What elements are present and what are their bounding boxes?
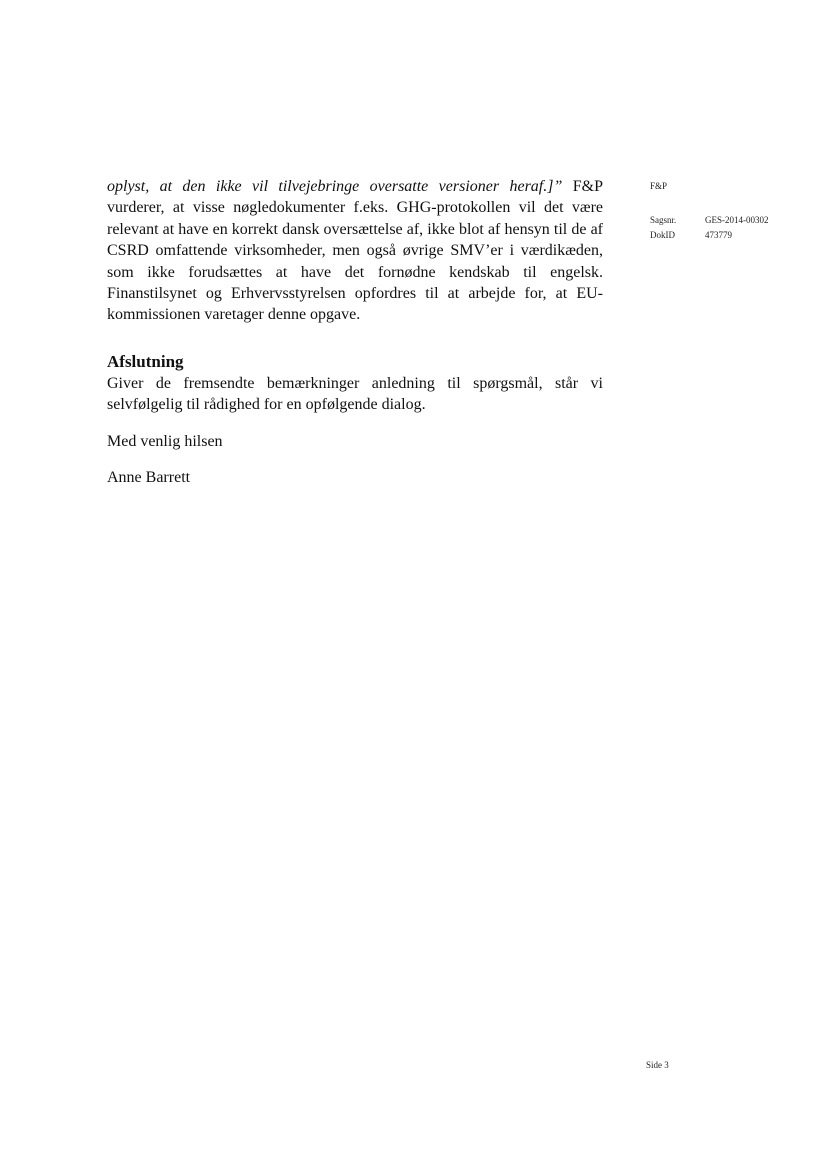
doc-id-label: DokID xyxy=(650,230,675,240)
signature: Anne Barrett xyxy=(107,469,191,487)
italic-quote: oplyst, at den ikke vil tilvejebringe oversatte versioner heraf.]” xyxy=(107,178,563,195)
closing-paragraph: Giver de fremsendte bemærkninger anledning til spørgsmål, står vi selvfølgelig til rådighed for en opfølgende dialog. xyxy=(107,374,603,414)
page-number: Side 3 xyxy=(646,1060,669,1070)
letter-body xyxy=(107,176,603,488)
doc-id-value: 473779 xyxy=(705,230,732,240)
case-metadata xyxy=(650,180,769,244)
closing-heading: Afslutning xyxy=(107,351,184,371)
case-number-label: Sagsnr. xyxy=(650,215,677,225)
organization-name: F&P xyxy=(650,181,668,191)
intro-paragraph-text: F&P vurderer, at visse nøgledokumenter f.eks. GHG-protokollen vil det være relevant at have en korrekt dansk oversættelse af, ikke blot af hensyn til de af CSRD omfattende virksomheder, men også øvrige SMV’er i værdikæden, som ikke forudsættes at have det fornødne kendskab til engelsk. Finanstilsynet og Erhvervsstyrelsen opfordres til at arbejde for, at EU-kommissionen varetager denne opgave. xyxy=(107,178,603,324)
case-number-row xyxy=(650,214,769,229)
doc-id-row xyxy=(650,229,769,244)
intro-paragraph xyxy=(107,176,603,326)
case-number-value: GES-2014-00302 xyxy=(705,215,769,225)
greeting: Med venlig hilsen xyxy=(107,432,223,450)
